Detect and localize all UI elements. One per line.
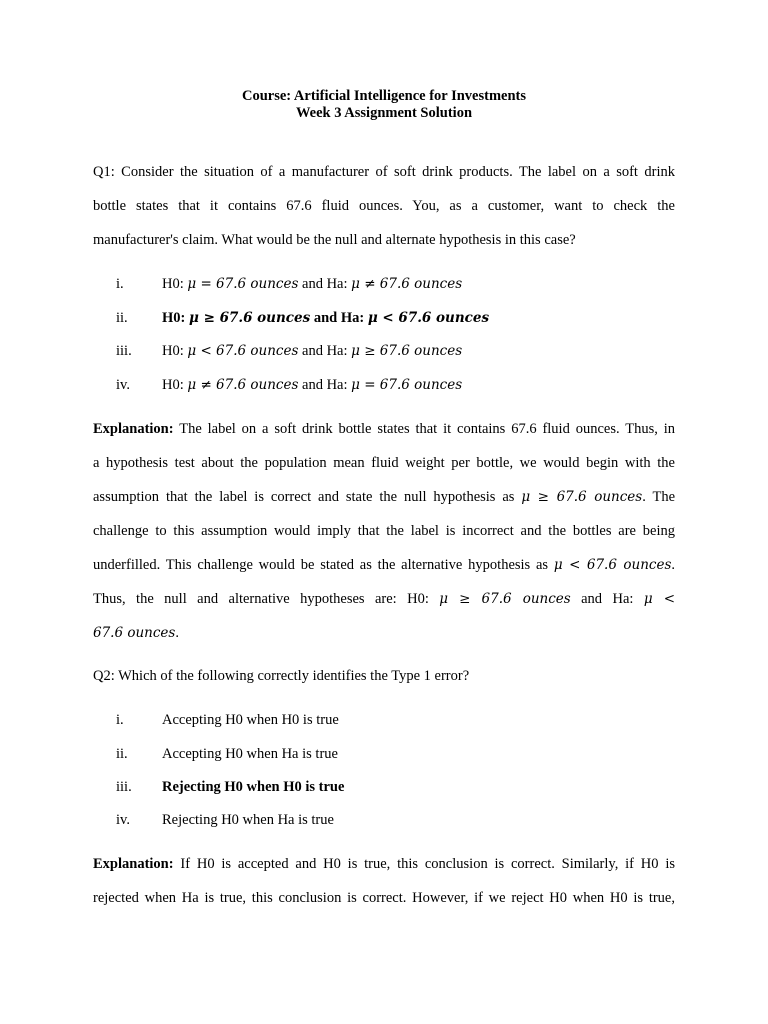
ha-math: μ ≠ 67.6 ounces xyxy=(351,276,463,292)
option-text: Accepting H0 when H0 is true xyxy=(162,712,339,728)
option-number: ii. xyxy=(116,310,128,326)
q2-question: Q2: Which of the following correctly identifies the Type 1 error? xyxy=(93,668,470,684)
ha-math: μ ≥ 67.6 ounces xyxy=(351,343,463,359)
explanation-line-6: Thus, the null and alternative hypotheses are: H0: μ ≥ 67.6 ounces and Ha: μ < xyxy=(93,591,676,607)
option-number: iii. xyxy=(116,343,132,359)
h0-math: μ ≥ 67.6 ounces xyxy=(188,310,311,326)
option-number: iii. xyxy=(116,779,132,795)
option-number: iv. xyxy=(116,812,130,828)
ha-math: μ < 67.6 ounces xyxy=(367,310,490,326)
option-number: i. xyxy=(116,276,124,292)
option-number: iv. xyxy=(116,377,130,393)
q1-option-1 xyxy=(93,274,675,294)
explanation-line-4: challenge to this assumption would imply that the label is incorrect and the bottles are being xyxy=(93,523,675,539)
option-text: Rejecting H0 when H0 is true xyxy=(162,779,345,795)
null-hypothesis-math: μ ≥ 67.6 ounces xyxy=(439,591,571,607)
explanation-label: Explanation: xyxy=(93,421,174,437)
assignment-subtitle: Week 3 Assignment Solution xyxy=(295,105,473,121)
option-number: i. xyxy=(116,712,124,728)
q1-option-4 xyxy=(93,375,675,395)
ha-label: and Ha: xyxy=(298,343,352,359)
h0-label: H0: xyxy=(162,310,189,326)
explanation-line-7: 67.6 ounces. xyxy=(93,625,179,641)
q1-line-2: bottle states that it contains 67.6 fluid ounces. You, as a customer, want to check the xyxy=(93,198,675,214)
explanation-line-1: Explanation: The label on a soft drink bottle states that it contains 67.6 fluid ounces. Thus, in xyxy=(93,421,675,437)
h0-label: H0: xyxy=(162,343,188,359)
h0-math: μ ≠ 67.6 ounces xyxy=(187,377,299,393)
q2-explanation xyxy=(93,847,675,915)
explanation-line-1: Explanation: If H0 is accepted and H0 is true, this conclusion is correct. Similarly, if H0 is xyxy=(93,856,675,872)
option-text: Accepting H0 when Ha is true xyxy=(162,746,338,762)
q2-option-3-correct xyxy=(93,777,675,797)
ha-label: and Ha: xyxy=(298,377,352,393)
h0-label: H0: xyxy=(162,276,188,292)
q1-option-3 xyxy=(93,341,675,361)
ha-label: and Ha: xyxy=(298,276,352,292)
explanation-label: Explanation: xyxy=(93,856,174,872)
explanation-line-2: rejected when Ha is true, this conclusion is correct. However, if we reject H0 when H0 is true, xyxy=(93,890,675,906)
explanation-line-5: underfilled. This challenge would be stated as the alternative hypothesis as μ < 67.6 ounces. xyxy=(93,557,675,573)
q1-question xyxy=(93,155,675,257)
q1-line-3: manufacturer's claim. What would be the null and alternate hypothesis in this case? xyxy=(93,232,576,248)
q1-line-1: Q1: Consider the situation of a manufacturer of soft drink products. The label on a soft drink xyxy=(93,164,675,180)
course-title: Course: Artificial Intelligence for Investments xyxy=(241,88,527,104)
alt-hypothesis-math: μ < xyxy=(643,591,676,607)
alt-hypothesis-math: μ < 67.6 ounces xyxy=(553,557,672,573)
explanation-line-3: assumption that the label is correct and state the null hypothesis as μ ≥ 67.6 ounces. The xyxy=(93,489,676,505)
option-text: Rejecting H0 when Ha is true xyxy=(162,812,334,828)
q2-option-2 xyxy=(93,744,675,764)
q2-option-1 xyxy=(93,710,675,730)
q2-option-4 xyxy=(93,810,675,830)
null-hypothesis-math: μ ≥ 67.6 ounces xyxy=(521,489,643,505)
explanation-line-2: a hypothesis test about the population mean fluid weight per bottle, we would begin with the xyxy=(93,455,675,471)
q1-explanation xyxy=(93,412,675,650)
ha-label: and Ha: xyxy=(310,310,368,326)
h0-math: μ = 67.6 ounces xyxy=(187,276,299,292)
q1-option-2-correct xyxy=(93,308,675,328)
h0-math: μ < 67.6 ounces xyxy=(187,343,299,359)
option-number: ii. xyxy=(116,746,128,762)
ha-math: μ = 67.6 ounces xyxy=(351,377,463,393)
h0-label: H0: xyxy=(162,377,188,393)
